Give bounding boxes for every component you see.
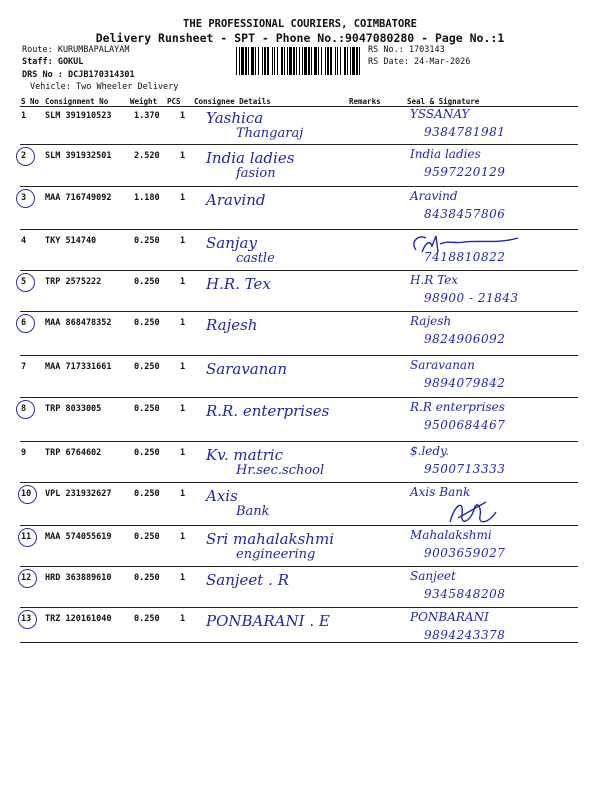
signature-scribble: [440, 492, 500, 532]
row-sno: 5: [21, 277, 27, 287]
row-separator: [20, 270, 578, 271]
consignee-handwritten-line2: engineering: [236, 547, 316, 562]
weight-value: 0.250: [134, 236, 160, 246]
seal-handwritten-phone: 9597220129: [424, 165, 506, 179]
weight-value: 1.370: [134, 111, 160, 121]
weight-value: 2.520: [134, 151, 160, 161]
pcs-value: 1: [180, 151, 186, 161]
consignee-handwritten-line1: PONBARANI . E: [206, 612, 330, 630]
pcs-value: 1: [180, 236, 186, 246]
seal-handwritten-name: Rajesh: [410, 314, 452, 328]
sno-circle-mark: [18, 485, 37, 504]
consignee-handwritten-line2: fasion: [236, 166, 276, 181]
seal-handwritten-phone: 9500713333: [424, 462, 506, 476]
consignment-number: TRP 2575222: [45, 277, 102, 287]
row-sno: 9: [21, 448, 27, 458]
consignee-handwritten-line1: Sri mahalakshmi: [206, 530, 334, 548]
consignment-number: SLM 391910523: [45, 111, 112, 121]
seal-handwritten-phone: 9894079842: [424, 376, 506, 390]
row-separator: [20, 186, 578, 187]
consignee-handwritten-line1: Sanjay: [206, 234, 257, 252]
signature-scribble: [408, 232, 523, 258]
pcs-value: 1: [180, 614, 186, 624]
row-sno: 2: [21, 151, 27, 161]
row-sno: 4: [21, 236, 27, 246]
consignment-number: TKY 514740: [45, 236, 97, 246]
row-separator: [20, 397, 578, 398]
consignment-number: MAA 716749092: [45, 193, 112, 203]
vehicle-label: Vehicle: Two Wheeler Delivery: [30, 82, 179, 92]
sno-circle-mark: [18, 528, 37, 547]
row-sno: 12: [21, 573, 32, 583]
row-separator: [20, 229, 578, 230]
row-separator: [20, 566, 578, 567]
row-separator: [20, 311, 578, 312]
row-sno: 6: [21, 318, 27, 328]
col-pcs: PCS: [167, 97, 181, 106]
seal-handwritten-name: $.ledy.: [410, 444, 450, 458]
consignee-handwritten-line1: Axis: [206, 487, 238, 505]
consignee-handwritten-line1: R.R. enterprises: [206, 402, 330, 420]
header-rule: [20, 106, 578, 107]
col-weight: Weight: [130, 97, 158, 106]
pcs-value: 1: [180, 362, 186, 372]
col-remarks: Remarks: [349, 97, 381, 106]
consignment-number: TRZ 120161040: [45, 614, 112, 624]
seal-handwritten-name: Saravanan: [410, 358, 475, 372]
consignee-handwritten-line2: castle: [236, 251, 275, 266]
weight-value: 1.180: [134, 193, 160, 203]
sno-circle-mark: [16, 314, 35, 333]
runsheet-subtitle: Delivery Runsheet - SPT - Phone No.:9047080280 - Page No.:1: [95, 31, 505, 45]
consignment-number: MAA 574055619: [45, 532, 112, 542]
consignment-number: HRD 363889610: [45, 573, 112, 583]
company-title: THE PROFESSIONAL COURIERS, COIMBATORE: [183, 18, 417, 30]
col-consignment: Consignment No: [45, 97, 109, 106]
seal-handwritten-phone: 9384781981: [424, 125, 506, 139]
consignment-number: TRP 8033005: [45, 404, 102, 414]
seal-handwritten-name: Axis Bank: [410, 485, 471, 499]
pcs-value: 1: [180, 277, 186, 287]
pcs-value: 1: [180, 573, 186, 583]
pcs-value: 1: [180, 404, 186, 414]
row-sno: 10: [21, 489, 32, 499]
seal-handwritten-name: Aravind: [410, 189, 458, 203]
weight-value: 0.250: [134, 489, 160, 499]
col-consignee: Consignee Details: [194, 97, 271, 106]
row-sno: 8: [21, 404, 27, 414]
consignee-handwritten-line1: Saravanan: [206, 360, 288, 378]
row-sno: 11: [21, 532, 32, 542]
row-separator: [20, 441, 578, 442]
pcs-value: 1: [180, 193, 186, 203]
consignment-number: SLM 391932501: [45, 151, 112, 161]
seal-handwritten-name: Mahalakshmi: [410, 528, 492, 542]
consignee-handwritten-line1: Aravind: [206, 191, 266, 209]
weight-value: 0.250: [134, 318, 160, 328]
consignee-handwritten-line1: Sanjeet . R: [206, 571, 289, 589]
pcs-value: 1: [180, 489, 186, 499]
consignee-handwritten-line2: Thangaraj: [236, 126, 304, 141]
seal-handwritten-phone: 98900 - 21843: [424, 291, 519, 305]
seal-handwritten-phone: 7418810822: [424, 250, 506, 264]
seal-handwritten-phone: 8438457806: [424, 207, 506, 221]
seal-handwritten-name: India ladies: [410, 147, 481, 161]
pcs-value: 1: [180, 111, 186, 121]
seal-handwritten-phone: 9003659027: [424, 546, 506, 560]
row-sno: 1: [21, 111, 27, 121]
weight-value: 0.250: [134, 532, 160, 542]
sno-circle-mark: [16, 147, 35, 166]
col-seal: Seal & Signature: [407, 97, 480, 106]
sno-circle-mark: [18, 610, 37, 629]
row-separator: [20, 642, 578, 643]
seal-handwritten-name: H.R Tex: [410, 273, 459, 287]
seal-handwritten-name: Sanjeet: [410, 569, 456, 583]
rs-number: RS No.: 1703143: [368, 45, 445, 55]
row-sno: 13: [21, 614, 32, 624]
consignment-number: TRP 6764602: [45, 448, 102, 458]
row-separator: [20, 607, 578, 608]
seal-handwritten-phone: 9894243378: [424, 628, 506, 642]
weight-value: 0.250: [134, 573, 160, 583]
barcode: [236, 47, 364, 75]
consignee-handwritten-line1: Rajesh: [206, 316, 258, 334]
route-label: Route: KURUMBAPALAYAM: [22, 45, 130, 55]
consignment-number: VPL 231932627: [45, 489, 112, 499]
row-separator: [20, 144, 578, 145]
consignee-handwritten-line1: Kv. matric: [206, 446, 283, 464]
sno-circle-mark: [16, 189, 35, 208]
consignee-handwritten-line2: Bank: [236, 504, 270, 519]
pcs-value: 1: [180, 532, 186, 542]
rs-date: RS Date: 24-Mar-2026: [368, 57, 471, 67]
staff-label: Staff: GOKUL: [22, 57, 84, 67]
pcs-value: 1: [180, 318, 186, 328]
sno-circle-mark: [18, 569, 37, 588]
sno-circle-mark: [16, 400, 35, 419]
consignee-handwritten-line2: Hr.sec.school: [236, 463, 325, 478]
row-separator: [20, 355, 578, 356]
seal-handwritten-phone: 9824906092: [424, 332, 506, 346]
drs-number: DRS No : DCJB170314301: [22, 70, 135, 80]
weight-value: 0.250: [134, 404, 160, 414]
consignment-number: MAA 717331661: [45, 362, 112, 372]
weight-value: 0.250: [134, 614, 160, 624]
weight-value: 0.250: [134, 448, 160, 458]
consignee-handwritten-line1: H.R. Tex: [206, 275, 271, 293]
col-sno: S No: [21, 97, 40, 106]
row-sno: 7: [21, 362, 27, 372]
row-sno: 3: [21, 193, 27, 203]
weight-value: 0.250: [134, 277, 160, 287]
consignment-number: MAA 868478352: [45, 318, 112, 328]
weight-value: 0.250: [134, 362, 160, 372]
seal-handwritten-name: R.R enterprises: [410, 400, 505, 414]
row-separator: [20, 482, 578, 483]
pcs-value: 1: [180, 448, 186, 458]
consignee-handwritten-line1: Yashica: [206, 109, 264, 127]
seal-handwritten-name: PONBARANI: [410, 610, 489, 624]
seal-handwritten-phone: 9345848208: [424, 587, 506, 601]
seal-handwritten-name: YSSANAY: [410, 107, 470, 121]
seal-handwritten-phone: 9500684467: [424, 418, 506, 432]
sno-circle-mark: [16, 273, 35, 292]
consignee-handwritten-line1: India ladies: [206, 149, 295, 167]
